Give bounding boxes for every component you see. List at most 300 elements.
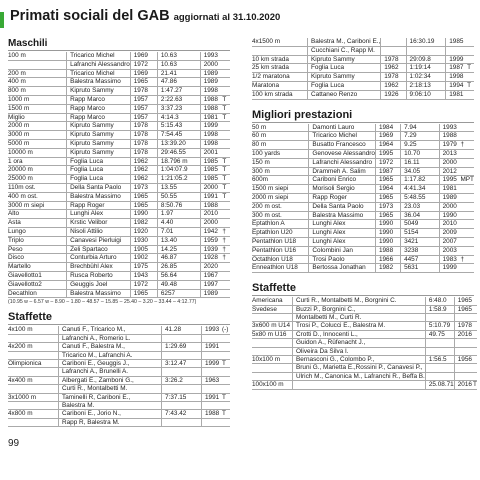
table-cell: Rapp R, Balestra M. — [59, 418, 162, 426]
table-row — [252, 64, 474, 73]
table-row — [252, 372, 477, 380]
table-cell — [202, 401, 222, 409]
table-row — [8, 401, 230, 409]
table-cell — [8, 351, 59, 359]
right-column — [252, 38, 477, 390]
table-cell: 1998 — [446, 73, 466, 82]
table-cell: 13.55 — [157, 183, 200, 192]
table-cell: 1990 — [375, 237, 400, 246]
table-cell: Eptathlon A — [252, 220, 309, 229]
table-row — [252, 211, 474, 220]
table-cell: 10.63 — [157, 60, 200, 69]
table-row — [252, 264, 474, 273]
table-cell — [252, 46, 308, 55]
table-cell: 1 ora — [8, 157, 67, 166]
staffette-left-table — [8, 326, 230, 427]
page-number: 99 — [8, 438, 20, 449]
table-cell — [221, 385, 230, 393]
table-cell — [252, 347, 293, 355]
table-cell: 29:46.55 — [157, 148, 200, 157]
table-cell: 1:47.27 — [157, 87, 200, 96]
table-cell: Lunghi Alex — [309, 237, 376, 246]
table-cell — [454, 364, 472, 372]
table-cell: 1965 — [130, 192, 157, 201]
table-cell — [425, 339, 454, 347]
table-row — [8, 343, 230, 351]
table-row — [252, 167, 474, 176]
table-cell: Rapp Marco — [67, 113, 131, 122]
table-cell — [8, 334, 59, 342]
table-cell — [459, 193, 474, 202]
table-cell: 4.40 — [157, 219, 200, 228]
table-cell: 41.28 — [162, 326, 202, 334]
table-row — [252, 55, 474, 64]
table-cell: 100 m — [8, 52, 67, 60]
table-cell: 1990 — [130, 210, 157, 219]
table-cell: 1:04:07.9 — [157, 166, 200, 175]
table-cell: 1972 — [375, 158, 400, 167]
page-title-text: Primati sociali del GAB — [10, 8, 170, 24]
table-cell: 200 m ost. — [252, 202, 309, 211]
table-cell: Cucchiani C., Rapp M. — [308, 46, 381, 55]
table-cell: 5154 — [401, 229, 440, 238]
table-row — [252, 339, 477, 347]
table-cell: Balestra Massimo — [309, 211, 376, 220]
table-cell: 2016 — [454, 330, 472, 338]
table-cell — [459, 158, 474, 167]
table-cell: Tricarico Michel — [309, 132, 376, 141]
table-row — [8, 289, 230, 298]
table-cell: 1/2 maratona — [252, 73, 308, 82]
table-cell: 2003 — [439, 246, 459, 255]
table-cell: 1985 — [200, 175, 221, 184]
table-cell: 1997 — [200, 280, 221, 289]
table-cell: 1928 — [200, 254, 221, 263]
table-cell: 56.64 — [157, 271, 200, 280]
table-cell: 5x80 m U16 — [252, 330, 293, 338]
table-cell — [221, 78, 230, 87]
table-cell: 1965 — [130, 78, 157, 87]
table-cell: 1:21:05.2 — [157, 175, 200, 184]
table-cell: 1962 — [381, 64, 406, 73]
table-cell — [472, 355, 477, 363]
table-cell: 46.87 — [157, 254, 200, 263]
table-cell: 2000 m siepi — [252, 193, 309, 202]
table-cell: 1989 — [200, 69, 221, 78]
table-cell — [454, 313, 472, 321]
table-cell: 1983 — [439, 255, 459, 264]
table-cell — [425, 364, 454, 372]
table-row — [8, 122, 230, 131]
table-cell: 300 m — [252, 167, 309, 176]
table-row — [8, 104, 230, 113]
table-cell: 8:50.76 — [157, 201, 200, 210]
table-cell: 13.40 — [157, 236, 200, 245]
table-cell: 2007 — [439, 237, 459, 246]
table-cell: 1964 — [375, 185, 400, 194]
table-cell — [8, 368, 59, 376]
table-cell — [162, 418, 202, 426]
table-cell: Maratona — [252, 81, 308, 90]
table-cell: Taminelli R, Cariboni E., — [59, 393, 162, 401]
table-cell: Lunghi Alex — [309, 220, 376, 229]
table-cell: 1981 — [446, 90, 466, 99]
table-cell — [202, 418, 222, 426]
table-row — [8, 385, 230, 393]
table-cell: Kipruto Sammy — [67, 148, 131, 157]
table-cell — [252, 372, 293, 380]
table-cell: 4457 — [401, 255, 440, 264]
table-cell: 2009 — [439, 229, 459, 238]
table-row — [8, 359, 230, 367]
table-cell: Kipruto Sammy — [67, 139, 131, 148]
table-cell — [252, 339, 293, 347]
table-cell: 1500 m — [8, 104, 67, 113]
table-row — [8, 236, 230, 245]
table-row — [8, 368, 230, 376]
table-cell — [472, 305, 477, 313]
table-cell: 4x400 m — [8, 376, 59, 384]
table-cell: 1962 — [381, 81, 406, 90]
table-cell: 1000 m — [8, 95, 67, 104]
table-row — [8, 418, 230, 426]
table-row — [8, 245, 230, 254]
table-cell — [221, 263, 230, 272]
table-cell: † — [221, 236, 230, 245]
table-cell: 1978 — [381, 55, 406, 64]
table-row — [252, 347, 477, 355]
table-cell: Bruni G., Marietta E.,Rossini P., Canavesi P., — [293, 364, 426, 372]
table-cell: 1995 — [439, 176, 459, 185]
table-cell: 1982 — [130, 219, 157, 228]
table-row — [252, 202, 474, 211]
table-cell — [466, 55, 474, 64]
table-cell: 1978 — [130, 139, 157, 148]
table-cell: 1988 — [439, 132, 459, 141]
table-row — [8, 227, 230, 236]
table-row — [252, 330, 477, 338]
table-cell: 4x100 m — [8, 326, 59, 334]
table-cell: Cattaneo Renzo — [308, 90, 381, 99]
table-cell: Olimpionica — [8, 359, 59, 367]
table-cell — [459, 185, 474, 194]
table-row — [252, 381, 477, 389]
table-cell: 1962 — [130, 166, 157, 175]
table-cell: 2000 — [439, 202, 459, 211]
table-cell: 1972 — [130, 280, 157, 289]
table-cell: 1978 — [130, 122, 157, 131]
table-cell: 16:30.19 — [406, 38, 446, 46]
table-cell: 1:02:34 — [406, 73, 446, 82]
table-cell: 1990 — [375, 220, 400, 229]
table-cell: Kipruto Sammy — [67, 122, 131, 131]
table-cell — [459, 264, 474, 273]
table-cell: T — [466, 64, 474, 73]
table-row — [8, 139, 230, 148]
table-cell — [472, 347, 477, 355]
table-cell: 1994 — [446, 81, 466, 90]
table-row — [8, 166, 230, 175]
table-cell: 60 m — [252, 132, 309, 141]
table-cell: T — [466, 81, 474, 90]
table-cell: 3:26.2 — [162, 376, 202, 384]
table-cell: Lafranchi A., Brunelli A. — [59, 368, 162, 376]
table-cell: 1972 — [130, 60, 157, 69]
table-cell: MPT — [460, 176, 474, 184]
table-cell: 5631 — [401, 264, 440, 273]
table-cell: Trosi Paolo — [309, 255, 376, 264]
table-cell: Foglia Luca — [67, 166, 131, 175]
table-cell: 6257 — [157, 289, 200, 298]
table-cell — [459, 211, 474, 220]
table-row — [252, 185, 474, 194]
table-cell: 1991 — [202, 393, 222, 401]
table-cell: 20000 m — [8, 166, 67, 175]
table-cell: Lafranchi Alessandro — [309, 158, 376, 167]
table-cell: 7.01 — [157, 227, 200, 236]
table-cell — [202, 385, 222, 393]
table-row — [252, 124, 474, 132]
table-cell: 1963 — [202, 376, 222, 384]
table-cell: 1965 — [130, 201, 157, 210]
table-cell: 1:17.82 — [401, 176, 440, 185]
table-row — [8, 254, 230, 263]
table-row — [252, 297, 477, 305]
table-cell: 1:56.5 — [425, 355, 454, 363]
table-cell: 1988 — [200, 201, 221, 210]
table-cell: 4:14.3 — [157, 113, 200, 122]
table-cell: 1975 — [130, 263, 157, 272]
table-cell — [202, 351, 222, 359]
table-cell: 9:06:10 — [406, 90, 446, 99]
table-cell: 1965 — [454, 297, 472, 305]
table-cell: 100 km strada — [252, 90, 308, 99]
table-row — [8, 87, 230, 96]
table-cell: 3000 m — [8, 131, 67, 140]
table-cell — [221, 60, 230, 69]
table-cell: 1:58.9 — [425, 305, 454, 313]
table-cell: 1967 — [200, 271, 221, 280]
table-cell: 400 m — [8, 78, 67, 87]
table-cell: 1969 — [130, 69, 157, 78]
table-cell: 1989 — [200, 78, 221, 87]
table-cell: 2013 — [439, 149, 459, 158]
table-cell: 1978 — [381, 73, 406, 82]
table-cell: Lungo — [8, 227, 67, 236]
table-cell — [466, 46, 474, 55]
table-cell: 1.97 — [157, 210, 200, 219]
table-cell: Canuti F., Tricarico M., — [59, 326, 162, 334]
table-cell: T — [221, 410, 230, 418]
table-cell: Asta — [8, 219, 67, 228]
section-heading-migliori: Migliori prestazioni — [252, 109, 474, 123]
table-cell: 1500 m siepi — [252, 185, 309, 194]
table-cell: 1959 — [200, 236, 221, 245]
table-cell — [472, 313, 477, 321]
table-cell: 1962 — [130, 157, 157, 166]
table-cell — [425, 372, 454, 380]
table-cell: 2000 — [200, 219, 221, 228]
table-cell — [221, 351, 230, 359]
table-cell: T — [221, 359, 230, 367]
table-cell: 1998 — [200, 87, 221, 96]
table-cell: 200 m — [8, 69, 67, 78]
table-cell: Krstic Velibor — [67, 219, 131, 228]
table-cell — [221, 219, 230, 228]
table-cell: 1979 — [439, 141, 459, 150]
table-cell: 1943 — [130, 271, 157, 280]
table-cell: 3238 — [401, 246, 440, 255]
table-cell: Tricarico Michel — [67, 69, 131, 78]
table-row — [8, 410, 230, 418]
table-cell: 100 yards — [252, 149, 309, 158]
table-cell: 9.25 — [401, 141, 440, 150]
table-cell: Eptathlon U20 — [252, 229, 309, 238]
table-cell: Kipruto Sammy — [308, 55, 381, 64]
table-cell: Lunghi Alex — [67, 210, 131, 219]
table-cell: Balestra M. — [59, 401, 162, 409]
table-cell — [425, 347, 454, 355]
table-cell: 1988 — [200, 104, 221, 113]
table-cell: 2020 — [200, 263, 221, 272]
table-cell: 1991 — [200, 192, 221, 201]
table-cell: 1973 — [130, 183, 157, 192]
table-cell: Pentathlon U16 — [252, 246, 309, 255]
maschili-table — [8, 52, 230, 298]
table-cell: Kipruto Sammy — [308, 73, 381, 82]
table-cell — [221, 131, 230, 140]
table-row — [8, 113, 230, 122]
table-row — [8, 351, 230, 359]
table-cell: 1957 — [130, 113, 157, 122]
table-cell: Della Santa Paolo — [309, 202, 376, 211]
table-cell — [459, 237, 474, 246]
table-cell: Rapp Marco — [67, 104, 131, 113]
table-cell — [8, 401, 59, 409]
table-cell: 3421 — [401, 237, 440, 246]
table-row — [8, 175, 230, 184]
table-cell — [459, 246, 474, 255]
table-cell: 1973 — [375, 202, 400, 211]
table-cell: 2000 m — [8, 122, 67, 131]
table-cell: 36.04 — [401, 211, 440, 220]
table-row — [8, 69, 230, 78]
table-cell — [221, 280, 230, 289]
table-cell — [221, 418, 230, 426]
table-cell: † — [221, 245, 230, 254]
table-cell: Morisoli Sergio — [309, 185, 376, 194]
table-cell: 3:37.23 — [157, 104, 200, 113]
table-cell: 1999 — [202, 359, 222, 367]
table-cell: Genovese Alessandro — [309, 149, 376, 158]
table-cell: Pentathlon U18 — [252, 237, 309, 246]
table-cell: 1999 — [200, 122, 221, 131]
table-cell — [252, 364, 293, 372]
table-cell: T — [221, 95, 230, 104]
page-title — [10, 8, 280, 24]
table-cell: 1987 — [446, 64, 466, 73]
table-cell: 1965 — [130, 289, 157, 298]
table-cell: 2001 — [200, 148, 221, 157]
table-cell: 80 m — [252, 141, 309, 150]
table-cell: † — [459, 255, 474, 264]
table-cell: 1:19:14 — [406, 64, 446, 73]
table-cell: 26.85 — [157, 263, 200, 272]
table-cell: 7.94 — [401, 124, 440, 132]
table-cell: Lafranchi A., Romerio L. — [59, 334, 162, 342]
decathlon-note: (10.95 w – 6.57 w – 8.90 – 1.80 – 48.57 – 15.85 – 25.40 – 3.20 – 33.44 – 4:12.77) — [8, 299, 197, 306]
table-cell: Foglia Luca — [67, 175, 131, 184]
table-cell: 1990 — [439, 211, 459, 220]
table-cell: 1990 — [375, 229, 400, 238]
table-row — [252, 229, 474, 238]
table-cell: Curti R., Montalbetti M., Borgnini C. — [293, 297, 426, 305]
table-cell: (-) — [222, 326, 229, 334]
table-row — [8, 157, 230, 166]
table-row — [8, 131, 230, 140]
table-row — [8, 52, 230, 60]
table-cell: Foglia Luca — [67, 157, 131, 166]
table-cell: 1993 — [200, 52, 221, 60]
table-cell: † — [221, 227, 230, 236]
table-cell: 600m — [252, 176, 309, 185]
table-cell: 1993 — [439, 124, 459, 132]
table-cell — [459, 202, 474, 211]
table-cell: 1939 — [200, 245, 221, 254]
table-cell — [406, 46, 446, 55]
table-cell: 4x200 m — [8, 343, 59, 351]
table-row — [252, 246, 474, 255]
table-row — [8, 78, 230, 87]
table-cell: 1965 — [375, 176, 400, 185]
table-cell — [425, 313, 454, 321]
table-cell: 10.63 — [157, 52, 200, 60]
table-cell: T — [472, 381, 477, 389]
table-cell: T — [221, 104, 230, 113]
table-cell: 34.05 — [401, 167, 440, 176]
table-cell: Montalbetti M., Curti R. — [293, 313, 426, 321]
table-cell: Ulrich M., Canonica M., Lafranchi R., Beffa B. — [293, 372, 426, 380]
table-cell: 7:54.45 — [157, 131, 200, 140]
table-cell: Rapp Marco — [67, 95, 131, 104]
table-cell: Nisoli Attilio — [67, 227, 131, 236]
table-cell — [472, 339, 477, 347]
table-cell — [221, 368, 230, 376]
table-cell — [8, 60, 67, 69]
table-cell: Colombini Jan — [309, 246, 376, 255]
table-cell — [459, 149, 474, 158]
table-cell: 5000 m — [8, 139, 67, 148]
table-cell: 2012 — [439, 167, 459, 176]
table-row — [8, 60, 230, 69]
road-relay-table — [252, 38, 474, 100]
table-cell: 4x800 m — [8, 410, 59, 418]
table-cell — [472, 372, 477, 380]
table-cell: Kipruto Sammy — [67, 87, 131, 96]
table-row — [252, 237, 474, 246]
table-cell: 150 m — [252, 158, 309, 167]
table-cell: T — [221, 183, 230, 192]
table-cell: 2000 — [200, 60, 221, 69]
table-cell: 4x1500 m — [252, 38, 308, 46]
table-cell: Trosi P., Colucci E., Balestra M. — [293, 322, 426, 330]
table-cell: 1982 — [375, 264, 400, 273]
table-cell: 1981 — [200, 113, 221, 122]
table-cell — [466, 90, 474, 99]
table-cell: 100x100 m — [252, 381, 293, 389]
table-row — [252, 132, 474, 141]
table-cell — [472, 330, 477, 338]
